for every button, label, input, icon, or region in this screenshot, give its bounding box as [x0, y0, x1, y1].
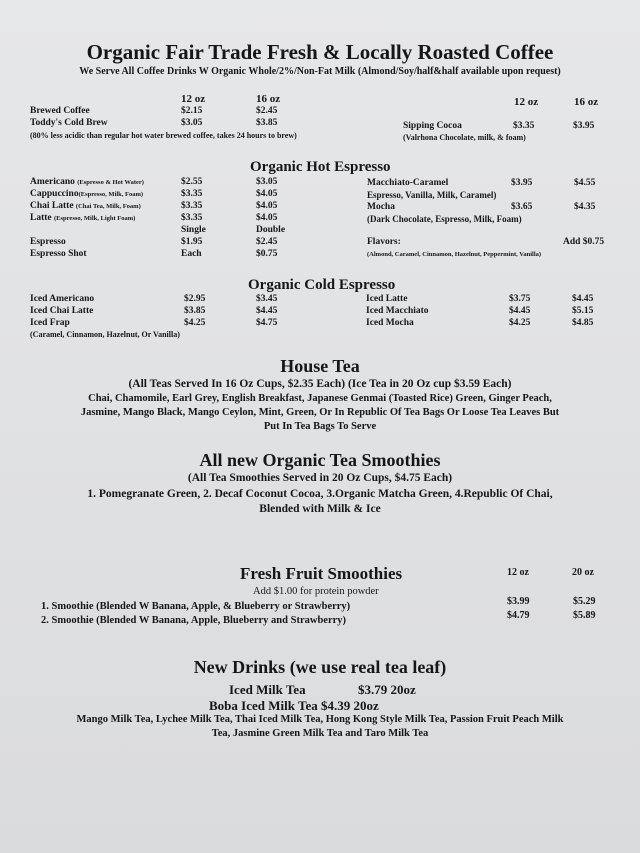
tea-smoothies-list: 1. Pomegranate Green, 2. Decaf Coconut Cocoa, 3.Organic Matcha Green, 4.Republic Of Chai,: [87, 488, 553, 500]
espresso-name: Espresso: [30, 237, 66, 247]
brewed-coffee-name: Brewed Coffee: [30, 106, 90, 116]
iced-frap-price-16: $4.75: [256, 318, 278, 328]
americano-price-12: $2.55: [181, 177, 203, 187]
iced-chai-price-12: $3.85: [184, 306, 206, 316]
cold-brew-price-16: $3.85: [256, 118, 278, 128]
cold-brew-price-12: $3.05: [181, 118, 203, 128]
boba-milk-tea-price: $4.39 20oz: [320, 698, 379, 713]
cappuccino-desc: (Espresso, Milk, Foam): [78, 191, 144, 198]
smoothie-1-price-20: $5.29: [573, 596, 596, 607]
americano-row: [30, 177, 144, 187]
smoothie-2-price-12: $4.79: [507, 610, 530, 621]
iced-macchiato-price-16: $5.15: [572, 306, 594, 316]
fruit-size-20-label: 20 oz: [572, 567, 594, 578]
americano-price-16: $3.05: [256, 177, 278, 187]
hot-espresso-heading: Organic Hot Espresso: [250, 159, 391, 175]
iced-frap-name: Iced Frap: [30, 318, 70, 328]
iced-latte-price-16: $4.45: [572, 294, 594, 304]
latte-price-16: $4.05: [256, 213, 278, 223]
size-12-label: 12 oz: [181, 93, 206, 105]
chai-latte-desc: (Chai Tea, Milk, Foam): [75, 203, 141, 210]
iced-latte-price-12: $3.75: [509, 294, 531, 304]
sipping-cocoa-name: Sipping Cocoa: [403, 121, 462, 131]
iced-macchiato-name: Iced Macchiato: [366, 306, 429, 316]
iced-chai-price-16: $4.45: [256, 306, 278, 316]
mocha-price-16: $4.35: [574, 202, 596, 212]
size-16-label: 16 oz: [256, 93, 281, 105]
cappuccino-name: Cappuccino: [30, 189, 79, 199]
cocoa-note: (Valrhona Chocolate, milk, & foam): [403, 133, 526, 142]
frap-note: (Caramel, Cinnamon, Hazelnut, Or Vanilla): [30, 330, 180, 339]
boba-milk-tea-name: Boba Iced Milk Tea: [209, 698, 318, 713]
cocoa-size-12-label: 12 oz: [514, 96, 539, 108]
iced-americano-name: Iced Americano: [30, 294, 95, 304]
house-tea-heading: House Tea: [280, 356, 360, 376]
house-tea-list-3: Put In Tea Bags To Serve: [263, 421, 377, 432]
mocha-price-12: $3.65: [511, 202, 533, 212]
mocha-name: Mocha: [367, 202, 395, 212]
iced-milk-tea-price: $3.79 20oz: [358, 682, 416, 697]
cold-brew-note: (80% less acidic than regular hot water brewed coffee, takes 24 hours to brew): [30, 131, 297, 140]
fruit-size-12-label: 12 oz: [507, 567, 529, 578]
flavors-price: Add $0.75: [563, 237, 605, 247]
iced-americano-price-12: $2.95: [184, 294, 206, 304]
espresso-price-double: $2.45: [256, 237, 278, 247]
iced-mocha-price-16: $4.85: [572, 318, 594, 328]
latte-name: Latte: [30, 213, 52, 223]
mocha-note: (Dark Chocolate, Espresso, Milk, Foam): [367, 214, 522, 224]
espresso-shot-each: Each: [181, 249, 202, 259]
fruit-smoothies-heading: Fresh Fruit Smoothies: [240, 564, 403, 583]
house-tea-pricing: (All Teas Served In 16 Oz Cups, $2.35 Each) (Ice Tea in 20 Oz cup $3.59 Each): [128, 378, 512, 390]
smoothie-1-name: 1. Smoothie (Blended W Banana, Apple, & Blueberry or Strawberry): [41, 601, 351, 612]
protein-note: Add $1.00 for protein powder: [253, 586, 379, 597]
cold-espresso-heading: Organic Cold Espresso: [248, 277, 396, 293]
cappuccino-price-12: $3.35: [181, 189, 203, 199]
brewed-coffee-price-12: $2.15: [181, 106, 203, 116]
macchiato-caramel-price-12: $3.95: [511, 178, 533, 188]
tea-smoothies-heading: All new Organic Tea Smoothies: [199, 450, 441, 470]
smoothie-2-name: 2. Smoothie (Blended W Banana, Apple, Blueberry and Strawberry): [41, 615, 347, 626]
smoothie-2-price-20: $5.89: [573, 610, 596, 621]
iced-americano-price-16: $3.45: [256, 294, 278, 304]
iced-chai-name: Iced Chai Latte: [30, 306, 94, 316]
chai-latte-price-16: $4.05: [256, 201, 278, 211]
espresso-shot-price: $0.75: [256, 249, 278, 259]
iced-mocha-price-12: $4.25: [509, 318, 531, 328]
double-label: Double: [256, 225, 286, 235]
cappuccino-row: [30, 189, 143, 199]
americano-desc: (Espresso & Hot Water): [77, 179, 144, 186]
brewed-coffee-price-16: $2.45: [256, 106, 278, 116]
macchiato-note: Espresso, Vanilla, Milk, Caramel): [367, 190, 497, 200]
iced-milk-tea-name: Iced Milk Tea: [229, 682, 306, 697]
iced-macchiato-price-12: $4.45: [509, 306, 531, 316]
iced-frap-price-12: $4.25: [184, 318, 206, 328]
latte-desc: (Espresso, Milk, Light Foam): [54, 215, 136, 222]
boba-milk-tea-row: [209, 698, 379, 714]
espresso-price-single: $1.95: [181, 237, 203, 247]
chai-latte-name: Chai Latte: [30, 201, 74, 211]
chai-latte-price-12: $3.35: [181, 201, 203, 211]
milk-note: We Serve All Coffee Drinks W Organic Whole/2%/Non-Fat Milk (Almond/Soy/half&half available upon request): [79, 66, 561, 77]
milk-tea-flavors-2: Tea, Jasmine Green Milk Tea and Taro Milk Tea: [211, 728, 429, 739]
flavors-list: (Almond, Caramel, Cinnamon, Hazelnut, Peppermint, Vanilla): [367, 251, 542, 258]
tea-smoothies-pricing: (All Tea Smoothies Served in 20 Oz Cups, $4.75 Each): [187, 472, 453, 484]
iced-latte-name: Iced Latte: [366, 294, 408, 304]
latte-price-12: $3.35: [181, 213, 203, 223]
flavors-label: Flavors:: [367, 237, 401, 247]
smoothie-1-price-12: $3.99: [507, 596, 530, 607]
house-tea-list-1: Chai, Chamomile, Earl Grey, English Breakfast, Japanese Genmai (Toasted Rice) Green, Ginger Peach,: [88, 393, 552, 404]
espresso-shot-name: Espresso Shot: [30, 249, 87, 259]
latte-row: [30, 213, 135, 223]
milk-tea-flavors-1: Mango Milk Tea, Lychee Milk Tea, Thai Iced Milk Tea, Hong Kong Style Milk Tea, Passion Fruit Peach Milk: [76, 714, 564, 725]
house-tea-list-2: Jasmine, Mango Black, Mango Ceylon, Mint, Green, Or In Republic Of Tea Bags Or Loose Tea Leaves But: [80, 407, 560, 418]
new-drinks-heading: New Drinks (we use real tea leaf): [193, 657, 447, 677]
cappuccino-price-16: $4.05: [256, 189, 278, 199]
chai-latte-row: [30, 201, 141, 211]
tea-smoothies-blend: Blended with Milk & Ice: [259, 503, 381, 515]
sipping-cocoa-price-12: $3.35: [513, 121, 535, 131]
cocoa-size-16-label: 16 oz: [574, 96, 599, 108]
macchiato-caramel-price-16: $4.55: [574, 178, 596, 188]
macchiato-caramel-name: Macchiato-Caramel: [367, 178, 449, 188]
iced-mocha-name: Iced Mocha: [366, 318, 414, 328]
single-label: Single: [181, 225, 206, 235]
menu-title: Organic Fair Trade Fresh & Locally Roasted Coffee: [86, 40, 554, 64]
cold-brew-name: Toddy's Cold Brew: [30, 118, 108, 128]
sipping-cocoa-price-16: $3.95: [573, 121, 595, 131]
americano-name: Americano: [30, 177, 75, 187]
